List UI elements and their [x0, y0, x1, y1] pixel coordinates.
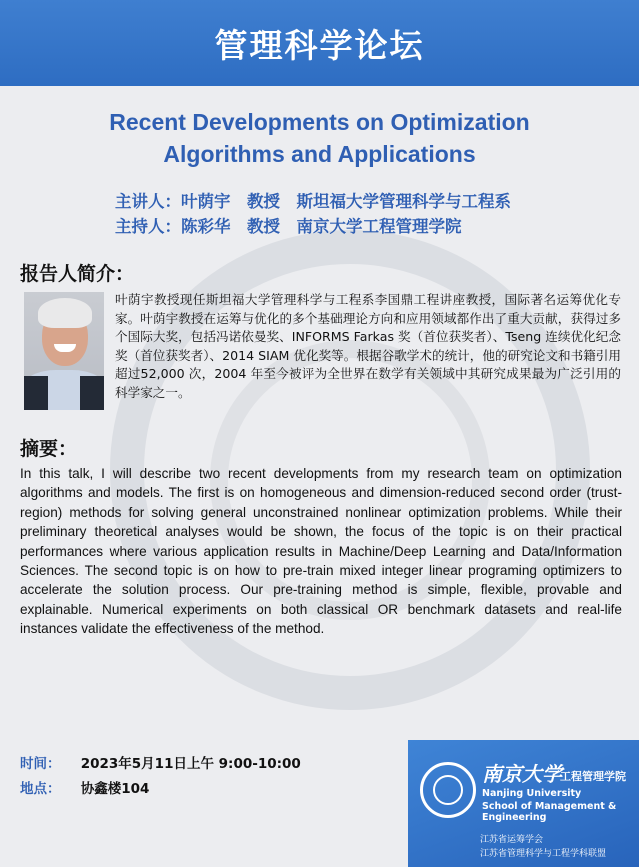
- footer-logo-box: [408, 740, 639, 867]
- speaker-line: 主讲人：叶荫宇 教授 斯坦福大学管理科学与工程系: [115, 192, 511, 211]
- place-value: 协鑫楼104: [80, 781, 150, 797]
- talk-title-line-2: Algorithms and Applications: [163, 141, 476, 167]
- school-name-cn: 工程管理学院: [560, 770, 626, 783]
- time-label: 时间：: [20, 756, 61, 772]
- bio-heading: 报告人简介：: [20, 263, 135, 285]
- bio-text: 叶荫宇教授现任斯坦福大学管理科学与工程系李国鼎工程讲座教授，国际著名运筹优化专家。叶荫宇教授在运筹与优化的多个基础理论方向和应用领域都作出了重大贡献，获得过多个国际大奖，包括冯诺依曼奖、INFORMS Farkas 奖（首位获奖者）、Tseng 连续优化纪念奖（首位获奖者）、2014 SIAM 优化奖等。根据谷歌学术的统计，他的研究论文和书籍引用超过52,000 次，2004 年至今被评为全世界在数学有关领域中其研究成果最为广泛引用的科学家之一。: [115, 292, 621, 400]
- host-line: 主持人：陈彩华 教授 南京大学工程管理学院: [115, 217, 462, 236]
- page-header: [0, 0, 639, 86]
- talk-title-line-1: Recent Developments on Optimization: [109, 109, 530, 135]
- university-name-cn: 南京大学: [482, 762, 562, 786]
- speaker-photo: [24, 292, 104, 410]
- forum-title: 管理科学论坛: [214, 25, 425, 65]
- place-label: 地点：: [20, 781, 61, 797]
- university-seal-icon: [420, 762, 476, 818]
- talk-title: [0, 106, 639, 170]
- university-name-en: Nanjing University: [482, 788, 582, 799]
- time-value: 2023年5月11日上午 9:00-10:00: [80, 756, 301, 772]
- abstract-text: In this talk, I will describe two recent developments from my research team on optimization algorithms and models. The first is on homogeneous and dimension-reduced second order (trust-region) methods for solving general unconstrained nonlinear optimization problems. While their preliminary theoretical analyses would be shown, the focus of the topic is on their practical performances where various application results in Machine/Deep Learning and Data/Information Sciences. The second topic is on how to pre-train mixed integer linear programing optimizers to accelerate the solution process. Our pre-training method is simple, flexible, provable and explainable. Numerical experiments on both classical OR benchmark datasets and real-life instances validate the effectiveness of the method.: [20, 466, 622, 637]
- association-1: 江苏省运筹学会: [480, 835, 544, 845]
- association-2: 江苏省管理科学与工程学科联盟: [480, 849, 607, 859]
- abstract-heading: 摘要：: [20, 438, 78, 460]
- place-row: [20, 777, 149, 797]
- time-row: [20, 752, 301, 772]
- school-name-en: School of Management & Engineering: [482, 801, 617, 823]
